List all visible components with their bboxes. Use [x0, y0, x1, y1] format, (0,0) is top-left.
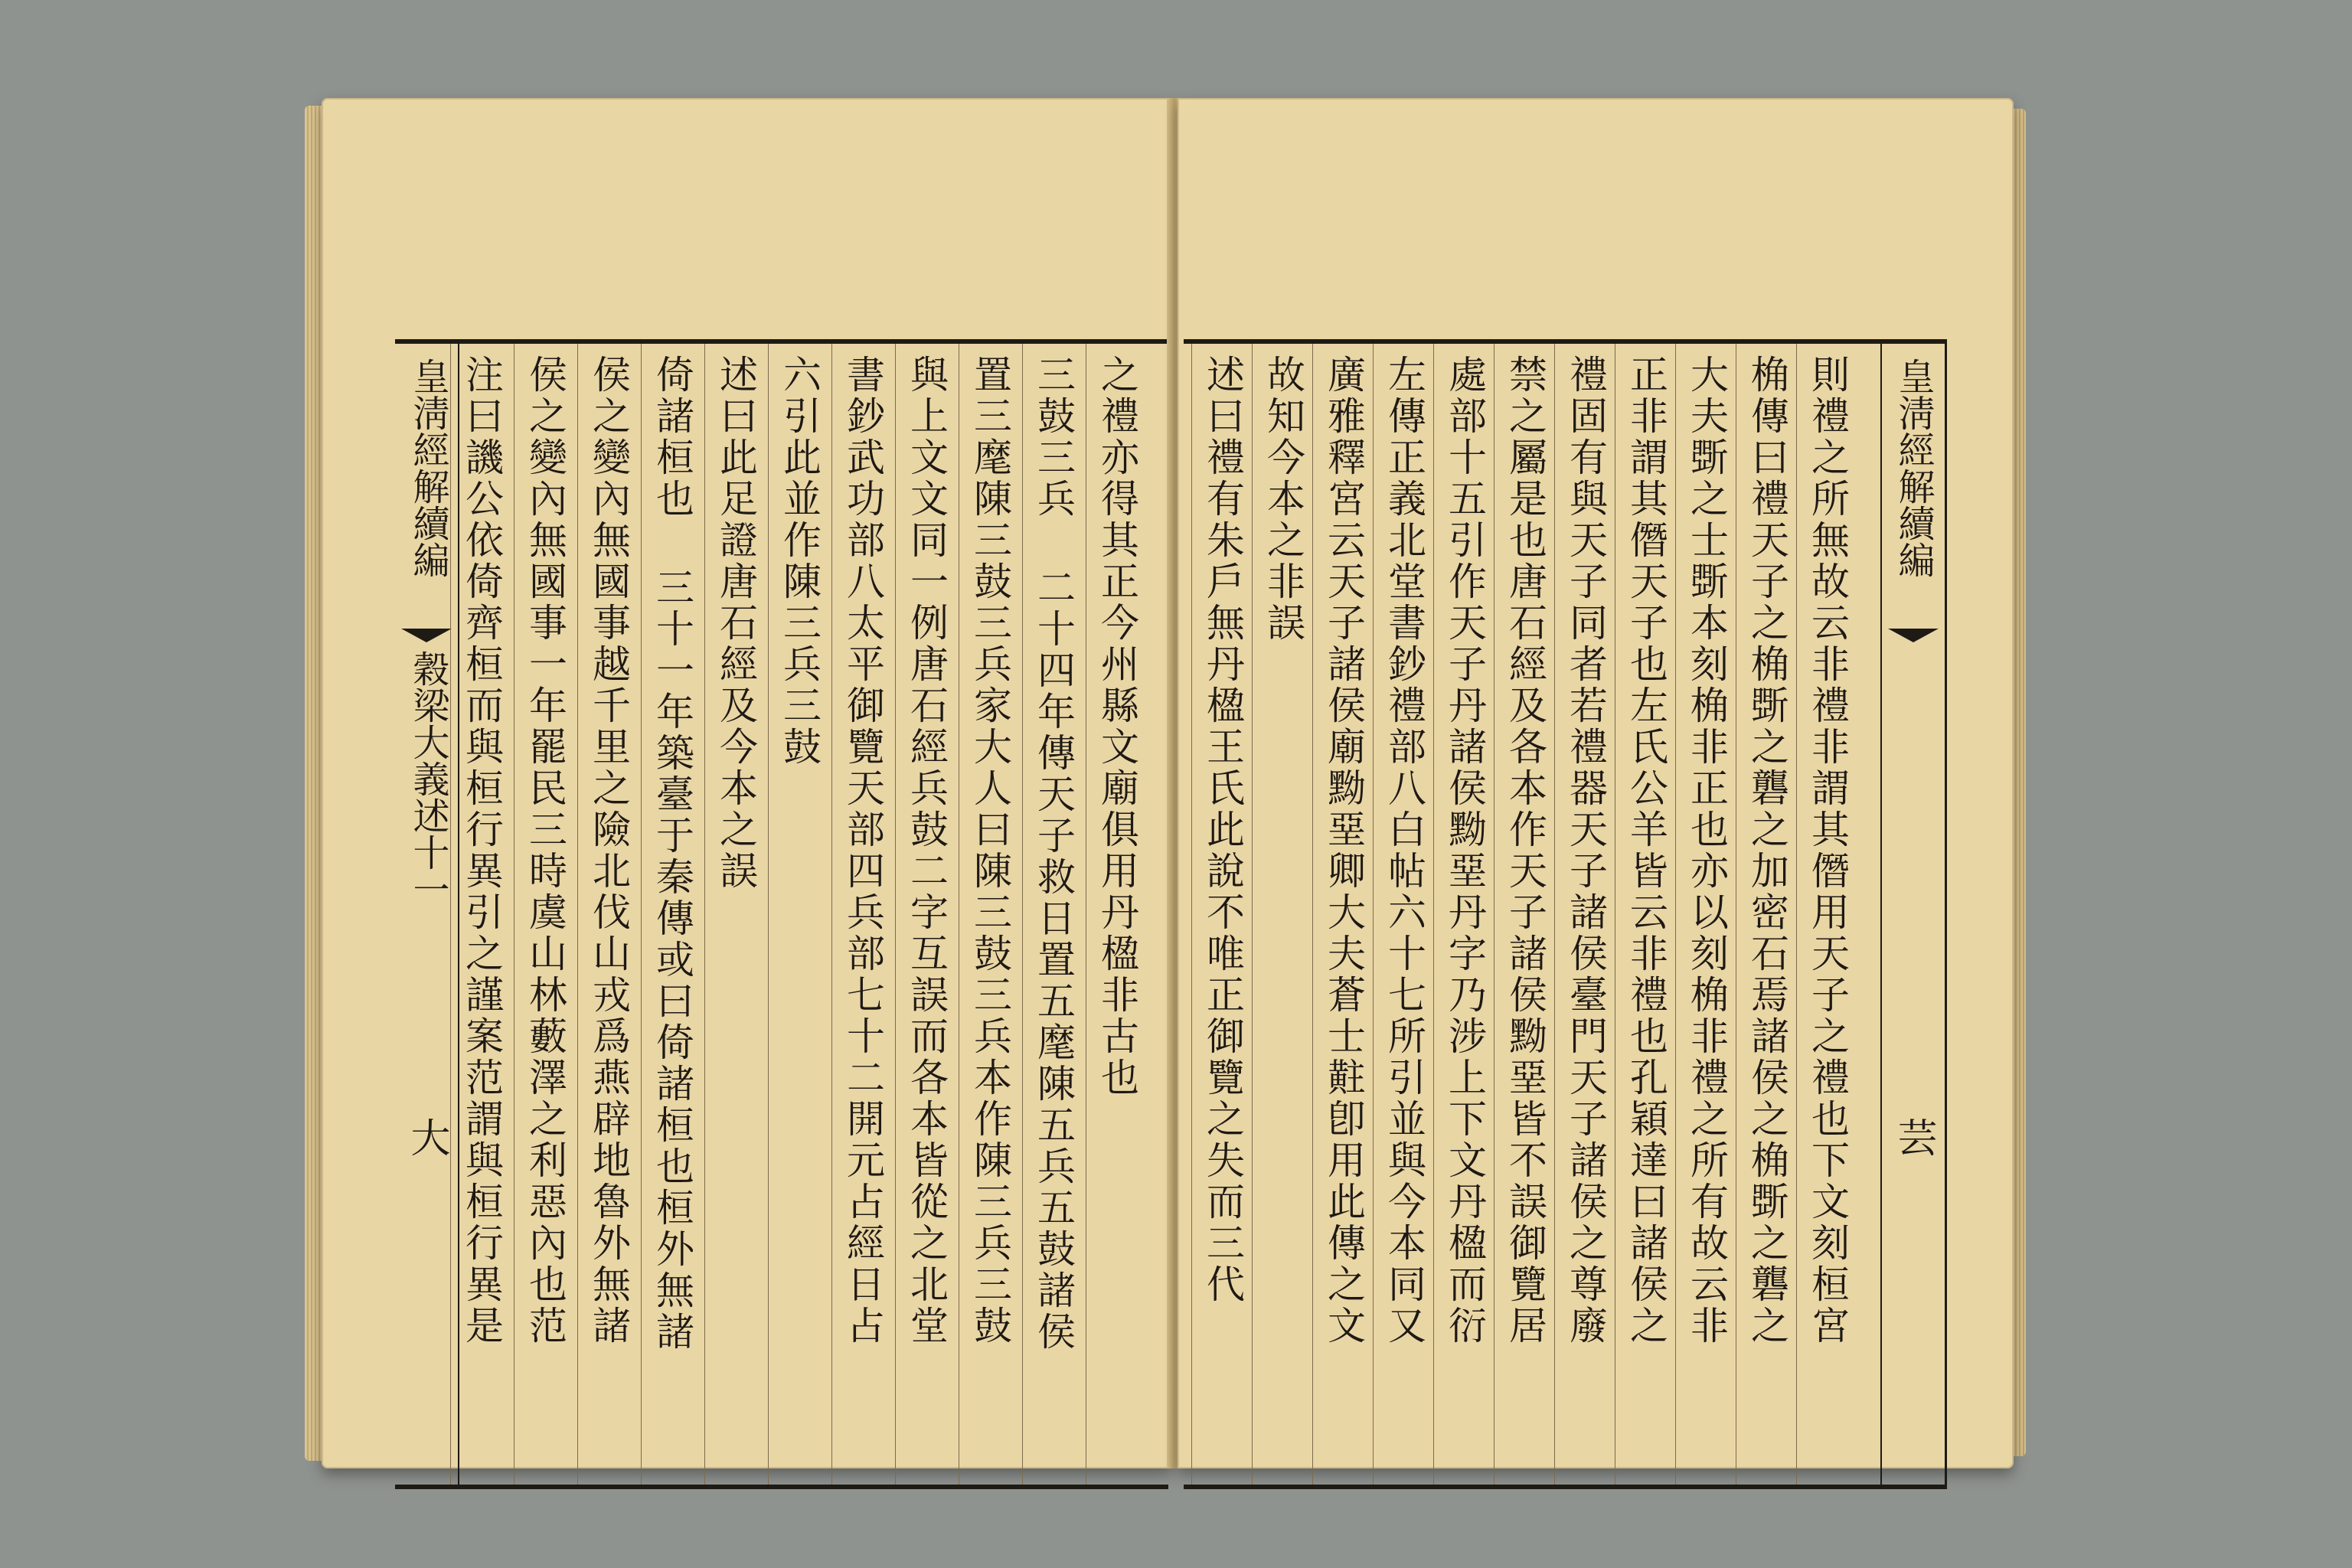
- fish-tail-mark: [401, 629, 452, 642]
- column-rule: [641, 344, 642, 1485]
- text-column: 正非謂其僭天子也左氏公羊皆云非禮也孔穎達曰諸侯之: [1624, 354, 1668, 1347]
- text-column: 三鼓三兵 二十四年傳天子救日置五麾陳五兵五鼓諸侯: [1031, 354, 1076, 1353]
- text-column: 大夫斲之士斲本刻桷非正也亦以刻桷非禮之所有故云非: [1684, 354, 1729, 1347]
- column-rule: [1554, 344, 1555, 1485]
- right-spine-title: 皇淸經解續編: [1892, 358, 1935, 578]
- column-rule: [895, 344, 896, 1485]
- left-text-frame: [395, 339, 1168, 1489]
- open-book: [322, 98, 2006, 1476]
- text-column: 故知今本之非誤: [1261, 354, 1305, 644]
- column-rule: [1796, 344, 1797, 1485]
- text-column: 倚諸桓也 三十一年築臺于秦傳或曰倚諸桓也桓外無諸: [650, 354, 694, 1353]
- column-rule: [1312, 344, 1313, 1485]
- text-column: 禮固有與天子同者若禮器天子諸侯臺門天子諸侯之尊廢: [1563, 354, 1608, 1347]
- column-rule: [1433, 344, 1434, 1485]
- text-column: 桷傳曰禮天子之桷斲之礱之加密石焉諸侯之桷斲之礱之: [1745, 354, 1789, 1347]
- text-column: 述曰禮有朱戶無丹楹王氏此說不唯正御覽之失而三代: [1200, 354, 1245, 1305]
- text-column: 六引此並作陳三兵三鼓: [777, 354, 822, 768]
- text-column: 書鈔武功部八太平御覽天部四兵部七十二開元占經日占: [841, 354, 885, 1347]
- column-rule: [577, 344, 578, 1485]
- column-rule: [1675, 344, 1676, 1485]
- right-margin-column: [1880, 344, 1945, 1485]
- text-column: 廣雅釋宮云天子諸侯廟黝堊卿大夫蒼士黈卽用此傳之文: [1321, 354, 1366, 1347]
- right-folio: 芸: [1890, 1117, 1936, 1157]
- text-column: 與上文文同一例唐石經兵鼓二字互誤而各本皆從之北堂: [904, 354, 949, 1347]
- text-column: 則禮之所無故云非禮非謂其僭用天子之禮也下文刻桓宮: [1805, 354, 1850, 1347]
- left-spine-section: 穀梁大義述十一: [407, 650, 449, 907]
- left-page: [322, 98, 1171, 1468]
- text-column: 左傳正義北堂書鈔禮部八白帖六十七所引並與今本同又: [1382, 354, 1426, 1347]
- left-spine-title: 皇淸經解續編: [407, 358, 449, 578]
- right-text-frame: [1184, 339, 1947, 1489]
- text-column: 禁之屬是也唐石經及各本作天子諸侯黝堊皆不誤御覽居: [1503, 354, 1547, 1347]
- text-column: 侯之變內無國事越千里之險北伐山戎爲燕辟地魯外無諸: [586, 354, 631, 1347]
- fish-tail-mark: [1888, 629, 1939, 642]
- column-rule: [704, 344, 705, 1485]
- left-folio: 大: [403, 1117, 449, 1157]
- column-rule: [831, 344, 832, 1485]
- right-page: [1178, 98, 2014, 1468]
- text-column: 處部十五引作天子丹諸侯黝堊丹字乃涉上下文丹楹而衍: [1442, 354, 1487, 1347]
- text-column: 侯之變內無國事一年罷民三時虞山林藪澤之利惡內也范: [523, 354, 567, 1347]
- column-rule: [1252, 344, 1253, 1485]
- column-rule: [1022, 344, 1023, 1485]
- column-rule: [1191, 344, 1192, 1485]
- text-column: 置三麾陳三鼓三兵家大人曰陳三鼓三兵本作陳三兵三鼓: [968, 354, 1012, 1347]
- text-column: 注曰譏公依倚齊桓而與桓行異引之謹案范謂與桓行異是: [459, 354, 504, 1347]
- column-rule: [768, 344, 769, 1485]
- column-rule: [1373, 344, 1374, 1485]
- column-rule: [450, 344, 451, 1485]
- text-column: 之禮亦得其正今州縣文廟俱用丹楹非古也: [1095, 354, 1139, 1099]
- text-column: 述曰此足證唐石經及今本之誤: [714, 354, 758, 892]
